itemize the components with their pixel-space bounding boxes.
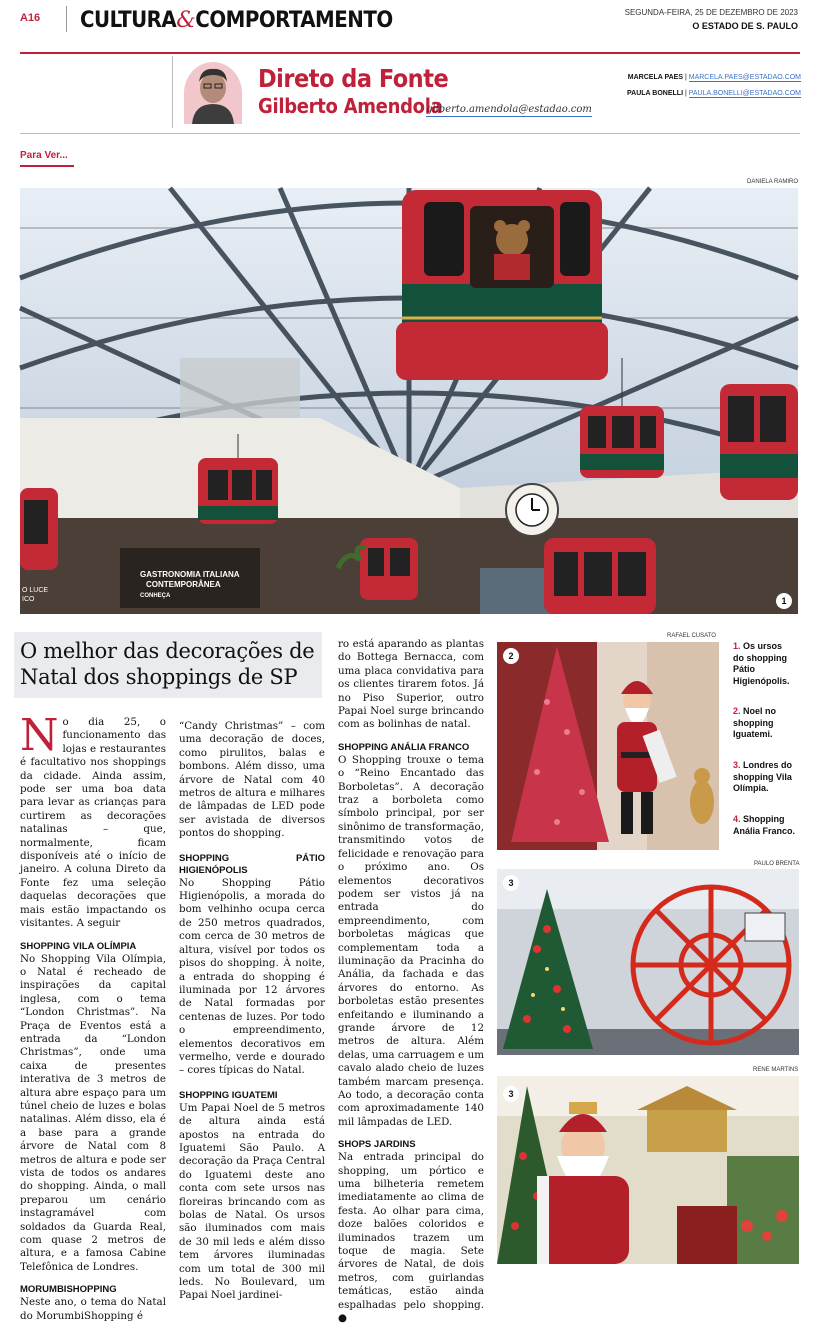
lead-paragraph [20,710,166,931]
lead-text: o dia 25, o funcionamento das lojas e restaurantes é facultativo nos shoppings da cidade. Ainda assim, pode ser uma boa data para levar as crianças para curtirem as decorações natalinas – que, normalmente, ficam disponíveis até o início de janeiro. A coluna Direto da Fonte fez uma seleção daquelas decorações que mais estão impactando os visitantes. A seguir [20,716,166,930]
caption-number: 3. [733,760,741,770]
column-author: Gilberto Amendola [258,94,443,118]
section-title-part1: CULTURA [80,8,177,33]
edition-date: SEGUNDA-FEIRA, 25 DE DEZEMBRO DE 2023 [624,8,798,17]
article-column-3 [338,638,484,1326]
section-title [80,8,393,33]
body-vila-olimpia: No Shopping Vila Olímpia, o Natal é recheado de inspirações da capital inglesa, com o tema “London Christmas”. Na Praça de Eventos está a entrada da “London Christmas”, onde uma caixa de presentes interativa de 3 metros de altura abre espaço para um túnel cheio de luzes e bolas natalinas. Além disso, ela é a base para a grande árvore de Natal com 8 metros de altura e pode ser vista de todos os andares do shopping. Ainda, o mall preparou um cenário instagramável com soldados da Guarda Real, com quase 2 metros de altura, e a famosa Cabine Telefônica de Londres. [20,952,166,1273]
caption-text: Shopping Anália Franco. [733,814,796,836]
photo-ferris-wheel [497,869,799,1055]
contact-name: PAULA BONELLI [627,90,684,97]
caption-text: Londres do shopping Vila Olímpia. [733,760,793,793]
body-iguatemi-start: Um Papai Noel de 5 metros de altura ainda está apostos na entrada do Iguatemi São Paulo. A decoração da Praça Central do Iguatemi deste ano conta com sete ursos nas floreiras brincando com as bolas de Natal. Os ursos são iluminados com mais de 30 mil leds e além disso tem árvores iluminadas com um total de 300 mil leds. No Boulevard, um Papai Noel jardinei- [179,1101,325,1302]
article-column-2 [179,720,325,1303]
store-sign-line2: CONTEMPORÂNEA [146,580,221,589]
kicker-underline [20,165,74,167]
caption-4 [733,814,795,837]
contact-email-link[interactable]: PAULA.BONELLI@ESTADAO.COM [688,90,801,97]
photo-credit-3: PAULO BRENTA [754,861,800,867]
drop-cap: N [20,710,59,761]
page-number: A16 [20,12,41,24]
contact-email-link[interactable]: MARCELA.PAES@ESTADAO.COM [688,74,801,81]
body-morumbishopping-cont: “Candy Christmas” – com uma decoração de doces, como pirulitos, balas e bombons. Além disso, uma árvore de Natal com 40 metros de altura e milhares de lâmpadas de LED pode ser avistada de diversos pontos do shopping. [179,720,325,840]
section-title-amp: & [176,8,196,33]
subhead-vila-olimpia: SHOPPING VILA OLÍMPIA [20,940,137,952]
photo-santa-iguatemi [497,642,719,850]
section-title-part2: COMPORTAMENTO [195,8,393,33]
main-photo-gondolas [20,188,798,614]
store-sign-left-line1: O LUCE [22,587,49,594]
article-headline: O melhor das decorações de Natal dos shoppings de SP [14,632,322,698]
body-iguatemi-cont: ro está aparando as plantas do Bottega Bernacca, com uma placa convidativa para os clientes tirarem fotos. Já no Piso Superior, outro Papai Noel surge brincando com as bolinhas de natal. [338,638,484,731]
end-mark: ● [338,1312,347,1325]
body-morumbishopping-start: Neste ano, o tema do Natal do MorumbiShopping é [20,1296,166,1322]
body-patio-higienopolis: No Shopping Pátio Higienópolis, a morada do bom velhinho ocupa cerca de 250 metros quadrados, com cerca de 30 metros de altura, visível por todos os pisos do shopping. À noite, a entrada do shopping é iluminada por 12 árvores de Natal formadas por centenas de luzes. Por todo o empreendimento, elementos decorativos em vermelho, verde e dourado – cores típicas do Natal. [179,876,325,1077]
subhead-iguatemi: SHOPPING IGUATEMI [179,1089,278,1101]
photo-number-badge: 2 [503,648,519,664]
subhead-morumbishopping: MORUMBISHOPPING [20,1284,117,1296]
store-sign [140,570,240,601]
body-analia-franco: O Shopping trouxe o tema o “Reino Encantado das Borboletas”. A decoração traz a borboleta como símbolo principal, por ser sinônimo de transformação, transmitindo votos de felicidade e renovação para o próximo ano. Os elementos decorativos podem ser vistos já na entrada do empreendimento, com borboletas mágicas que complementam toda a iluminação da Pracinha do Anália, da fachada e das árvores do entorno. As borboletas estão presentes enfeitando e iluminando a grande árvore de 12 metros de altura. Além delas, uma carruagem e um cavalo alado cheio de luzes também marcam presença. Ao todo, a decoração conta com aproximadamente 140 mil lâmpadas de LED. [338,753,484,1128]
caption-3 [733,760,797,795]
photo-santa-analia-franco [497,1076,799,1264]
subhead-analia-franco: SHOPPING ANÁLIA FRANCO [338,741,470,753]
caption-number: 4. [733,814,741,824]
caption-number: 1. [733,641,741,651]
photo-credit-main: DANIELA RAMIRO [746,179,798,185]
subhead-patio-higienopolis: SHOPPING PÁTIO HIGIENÓPOLIS [179,852,325,876]
store-sign-line3: CONHEÇA [140,593,171,599]
header-rule [20,52,800,54]
caption-text: Os ursos do shopping Pátio Higienópolis. [733,641,790,686]
body-shops-jardins-text: Na entrada principal do shopping, um pórtico e uma bilheteria remetem imediatamente ao clima de festa. Ao olhar para cima, doze balões coloridos e iluminados trazem um toque de magia. Sete árvores de Natal, de dois metros, com guirlandas temáticas, estão ainda espalhadas pelo shopping. [338,1151,484,1311]
store-sign-line1: GASTRONOMIA ITALIANA [140,570,240,579]
subhead-shops-jardins: SHOPS JARDINS [338,1139,416,1151]
caption-1 [733,641,795,687]
newspaper-name: O ESTADO DE S. PAULO [692,21,798,31]
column-title: Direto da Fonte [258,64,449,93]
kicker-label: Para Ver... [20,150,68,161]
photo-credit-4: RENE MARTINS [753,1067,799,1073]
author-avatar [184,62,242,124]
photo-credit-2: RAFAEL CUSATO [667,633,716,639]
photo-number-badge: 1 [776,593,792,609]
caption-number: 2. [733,706,741,716]
caption-text: Noel no shopping Iguatemi. [733,706,777,739]
caption-2 [733,706,795,741]
contact-name: MARCELA PAES [627,74,684,81]
contact-paula: PAULA BONELLI | PAULA.BONELLI@ESTADAO.COM [627,90,801,97]
column-divider [172,56,173,128]
photo-number-badge: 3 [503,1086,519,1102]
author-email-link[interactable]: gilberto.amendola@estadao.com [426,104,592,115]
kicker-rule [20,133,800,134]
photo-number-badge: 3 [503,875,519,891]
store-sign-left-line2: ICO [22,596,35,603]
contact-marcela: MARCELA PAES | MARCELA.PAES@ESTADAO.COM [627,74,801,81]
store-sign-left [22,586,48,604]
body-shops-jardins [338,1151,484,1325]
header-divider [66,6,67,32]
article-column-1 [20,710,166,1323]
